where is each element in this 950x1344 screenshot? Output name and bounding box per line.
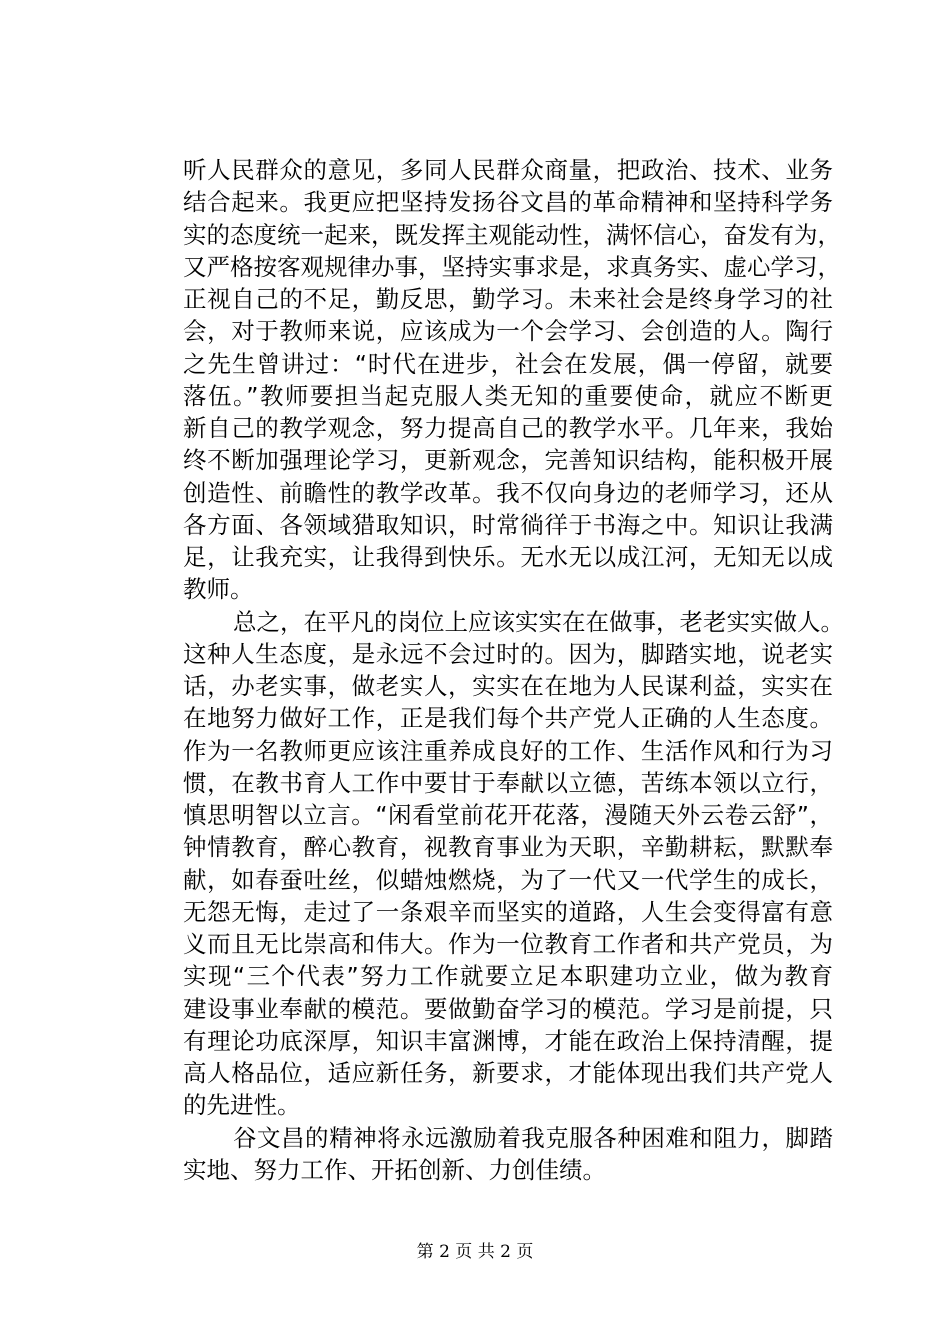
text-line: 有理论功底深厚，知识丰富渊博，才能在政治上保持清醒，提 [183, 1026, 833, 1055]
text-line: 落伍。”教师要担当起克服人类无知的重要使命，就应不断更 [183, 381, 833, 410]
text-line: 钟情教育，醉心教育，视教育事业为天职，辛勤耕耘，默默奉 [183, 833, 833, 862]
text-line: 这种人生态度，是永远不会过时的。因为，脚踏实地，说老实 [183, 639, 833, 668]
text-line: 教师。 [183, 575, 254, 604]
text-line: 总之，在平凡的岗位上应该实实在在做事，老老实实做人。 [233, 607, 844, 636]
text-line: 作为一名教师更应该注重养成良好的工作、生活作风和行为习 [183, 736, 833, 765]
text-line: 创造性、前瞻性的教学改革。我不仅向身边的老师学习，还从 [183, 478, 833, 507]
text-line: 又严格按客观规律办事，坚持实事求是，求真务实、虚心学习， [183, 252, 841, 281]
text-line: 听人民群众的意见，多同人民群众商量，把政治、技术、业务 [183, 156, 833, 184]
text-line: 各方面、各领域猎取知识，时常徜徉于书海之中。知识让我满 [183, 510, 833, 539]
text-line: 献，如春蚕吐丝，似蜡烛燃烧，为了一代又一代学生的成长， [183, 865, 833, 894]
text-line: 之先生曾讲过：“时代在进步，社会在发展，偶一停留，就要 [183, 349, 833, 378]
page-footer: 第 2 页 共 2 页 [416, 1242, 534, 1262]
body-text [183, 154, 844, 1186]
text-line: 义而且无比崇高和伟大。作为一位教育工作者和共产党员，为 [183, 930, 833, 958]
text-line: 实地、努力工作、开拓创新、力创佳绩。 [183, 1155, 606, 1184]
text-line: 的先进性。 [183, 1091, 301, 1120]
text-line: 慎思明智以立言。“闲看堂前花开花落，漫随天外云卷云舒”， [183, 801, 833, 829]
text-line: 无怨无悔，走过了一条艰辛而坚实的道路，人生会变得富有意 [183, 897, 833, 926]
text-line: 在地努力做好工作，正是我们每个共产党人正确的人生态度。 [183, 704, 833, 733]
text-line: 实的态度统一起来，既发挥主观能动性，满怀信心，奋发有为， [183, 220, 841, 249]
text-line: 惯，在教书育人工作中要甘于奉献以立德，苦练本领以立行， [183, 768, 833, 797]
text-line: 实现“三个代表”努力工作就要立足本职建功立业，做为教育 [183, 962, 833, 991]
text-line: 谷文昌的精神将永远激励着我克服各种困难和阻力，脚踏 [233, 1123, 833, 1152]
text-line: 会，对于教师来说，应该成为一个会学习、会创造的人。陶行 [183, 317, 833, 346]
text-line: 终不断加强理论学习，更新观念，完善知识结构，能积极开展 [183, 446, 833, 475]
text-line: 正视自己的不足，勤反思，勤学习。未来社会是终身学习的社 [183, 285, 833, 313]
text-line: 新自己的教学观念，努力提高自己的教学水平。几年来，我始 [183, 414, 833, 442]
text-line: 建设事业奉献的模范。要做勤奋学习的模范。学习是前提，只 [183, 994, 833, 1023]
text-line: 高人格品位，适应新任务，新要求，才能体现出我们共产党人 [183, 1059, 833, 1087]
text-line: 结合起来。我更应把坚持发扬谷文昌的革命精神和坚持科学务 [183, 188, 833, 217]
text-line: 足，让我充实，让我得到快乐。无水无以成江河，无知无以成 [183, 543, 833, 571]
text-line: 话，办老实事，做老实人，实实在在地为人民谋利益，实实在 [183, 672, 833, 700]
